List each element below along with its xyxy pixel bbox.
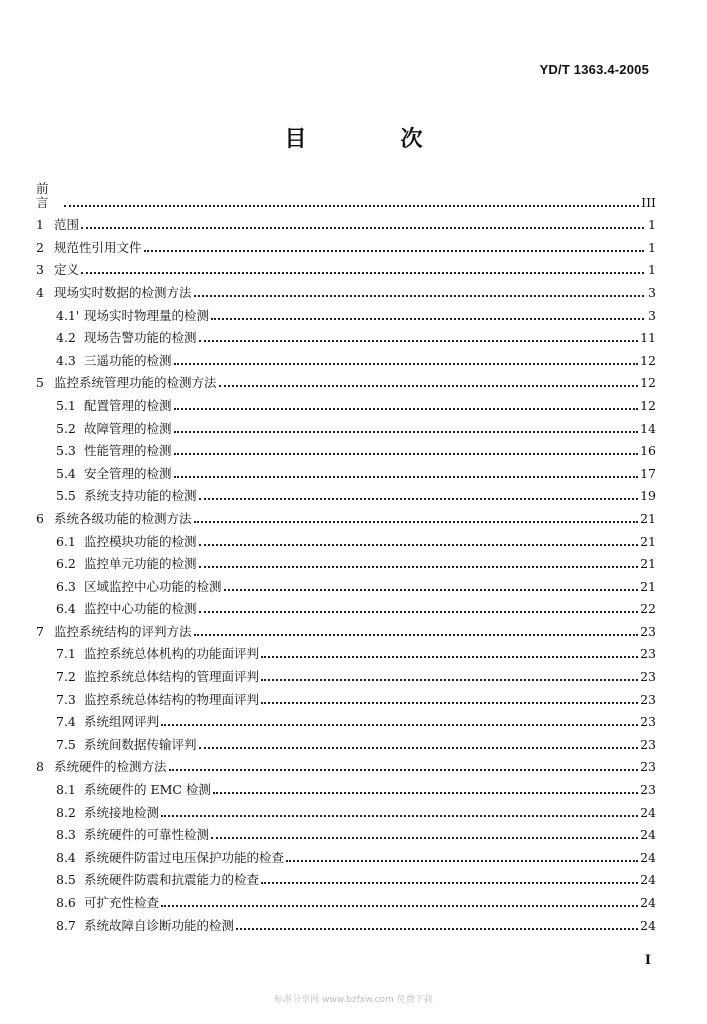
toc-entry[interactable] (36, 661, 656, 684)
toc-entry-label: 系统硬件的 EMC 检测 (84, 782, 211, 798)
toc-entry-label: 故障管理的检测 (84, 420, 172, 436)
dot-leader (199, 597, 639, 613)
toc-entry-number: 5.5 (56, 488, 76, 504)
toc-entry-number: 8.6 (56, 895, 76, 910)
toc-entry[interactable] (36, 277, 656, 300)
toc-entry-page: 12 (640, 352, 656, 368)
dot-leader (81, 213, 644, 229)
toc-entry-number: 5.3 (56, 443, 76, 459)
toc-entry[interactable] (36, 345, 656, 368)
standard-number: YD/T 1363.4-2005 (539, 62, 649, 77)
toc-entry[interactable] (36, 571, 656, 594)
toc-entry-number: 7 (36, 623, 44, 639)
toc-entry-page: 24 (640, 827, 656, 843)
toc-entry[interactable] (36, 413, 656, 436)
watermark: 标准分享网 www.bzfxw.com 免费下载 (274, 995, 433, 1005)
toc-entry[interactable] (36, 684, 656, 707)
dot-leader (236, 914, 638, 930)
dot-leader (174, 349, 639, 365)
toc-entry-number: 7.2 (56, 669, 76, 685)
toc-entry-page: 21 (640, 556, 656, 572)
dot-leader (211, 304, 644, 320)
dot-leader (194, 281, 644, 297)
dot-leader (199, 733, 639, 749)
toc-entry-label: 系统间数据传输评判 (84, 736, 197, 752)
toc-entry-number: 1 (36, 217, 44, 233)
toc-entry-page: 12 (640, 375, 656, 391)
toc-entry-label: 系统接地检测 (84, 804, 160, 820)
page-title: 目 次 (284, 126, 459, 152)
toc-entry[interactable] (36, 180, 656, 210)
dot-leader (224, 575, 639, 591)
dot-leader (81, 258, 644, 274)
toc-entry-number: 6 (36, 510, 44, 526)
table-of-contents (36, 180, 656, 933)
toc-entry[interactable] (36, 707, 656, 730)
toc-entry[interactable] (36, 842, 656, 865)
toc-entry-label: 系统硬件防雷过电压保护功能的检查 (84, 849, 285, 865)
toc-entry-label: 监控系统管理功能的检测方法 (54, 375, 217, 391)
toc-entry-label: 监控单元功能的检测 (84, 556, 197, 572)
toc-entry-label: 定义 (54, 262, 80, 278)
dot-leader (261, 688, 638, 704)
toc-entry-number: 8.4 (56, 849, 76, 865)
dot-leader (261, 665, 638, 681)
toc-entry-label: 监控系统总体结构的管理面评判 (84, 669, 260, 685)
page-number: I (644, 953, 651, 968)
toc-entry-number: 5.2 (56, 420, 76, 436)
toc-entry[interactable] (36, 526, 656, 549)
toc-entry-page: 24 (640, 804, 656, 820)
toc-entry-label: 系统故障自诊断功能的检测 (84, 917, 235, 933)
toc-entry-label: 现场告警功能的检测 (84, 330, 197, 346)
toc-entry[interactable] (36, 300, 656, 323)
toc-entry-number: 5.4 (56, 465, 76, 481)
toc-entry-label: 区域监控中心功能的检测 (84, 578, 222, 594)
toc-entry-page: 22 (640, 601, 656, 617)
toc-entry-label: 规范性引用文件 (54, 239, 142, 255)
dot-leader (261, 868, 638, 884)
toc-entry-page: 23 (640, 646, 656, 662)
toc-entry-page: 3 (648, 307, 656, 323)
toc-entry[interactable] (36, 503, 656, 526)
toc-entry[interactable] (36, 481, 656, 504)
toc-entry-page: 21 (640, 533, 656, 549)
toc-entry-label: 安全管理的检测 (84, 465, 172, 481)
toc-entry-number: 4.3 (56, 352, 76, 368)
toc-entry-page: 14 (640, 420, 656, 436)
toc-entry-label: 性能管理的检测 (84, 443, 172, 459)
dot-leader (169, 755, 639, 771)
toc-entry-page: 1 (648, 262, 656, 278)
toc-entry[interactable] (36, 774, 656, 797)
dot-leader (161, 891, 638, 907)
toc-entry-number: 6.2 (56, 556, 76, 572)
toc-entry-page: 17 (640, 465, 656, 481)
toc-entry[interactable] (36, 616, 656, 639)
toc-entry-label: 配置管理的检测 (84, 397, 172, 413)
toc-entry-number: 8.3 (56, 827, 76, 843)
dot-leader (261, 642, 638, 658)
dot-leader (199, 530, 639, 546)
toc-entry[interactable] (36, 639, 656, 662)
toc-entry-page: 21 (640, 510, 656, 526)
toc-entry-label: 可扩充性检查 (84, 895, 160, 910)
toc-entry-page: 16 (640, 443, 656, 459)
dot-leader (194, 507, 639, 523)
toc-entry[interactable] (36, 436, 656, 459)
dot-leader (219, 371, 639, 387)
toc-entry-page: 24 (640, 917, 656, 933)
toc-entry-number: 6.3 (56, 578, 76, 594)
dot-leader (213, 778, 638, 794)
toc-entry-number: 8.7 (56, 917, 76, 933)
toc-entry-label: 范围 (54, 217, 80, 233)
toc-entry-label: 监控中心功能的检测 (84, 601, 197, 617)
toc-entry-label: 系统硬件的可靠性检测 (84, 827, 210, 843)
toc-entry-page: 21 (640, 578, 656, 594)
toc-entry-page: 24 (640, 849, 656, 865)
toc-entry[interactable] (36, 549, 656, 572)
toc-entry-label: 系统组网评判 (84, 714, 160, 730)
dot-leader (194, 620, 639, 636)
toc-entry-number: 5.1 (56, 397, 76, 413)
toc-entry[interactable] (36, 820, 656, 843)
toc-entry[interactable] (36, 865, 656, 888)
toc-entry[interactable] (36, 910, 656, 933)
dot-leader (161, 710, 638, 726)
toc-entry-label: 现场实时物理量的检测 (84, 307, 210, 323)
toc-entry-number: 6.1 (56, 533, 76, 549)
toc-entry[interactable] (36, 210, 656, 233)
toc-entry-label: 现场实时数据的检测方法 (54, 284, 192, 300)
toc-entry-number: 5 (36, 375, 44, 391)
toc-entry-label: 系统硬件的检测方法 (54, 759, 167, 775)
toc-entry-number: 7.4 (56, 714, 76, 730)
toc-entry[interactable] (36, 390, 656, 413)
toc-entry-page: 12 (640, 397, 656, 413)
dot-leader (211, 823, 638, 839)
toc-entry-page: 23 (640, 691, 656, 707)
toc-entry[interactable] (36, 752, 656, 775)
toc-entry-page: 23 (640, 669, 656, 685)
toc-entry-number: 8.2 (56, 804, 76, 820)
toc-entry-page: 24 (640, 895, 656, 910)
dot-leader (174, 394, 639, 410)
toc-entry[interactable] (36, 458, 656, 481)
toc-entry-number: 前言 (36, 180, 63, 210)
dot-leader (199, 326, 639, 342)
toc-entry-number: 4.1' (56, 307, 80, 323)
toc-entry-page: 19 (640, 488, 656, 504)
dot-leader (199, 552, 639, 568)
toc-entry-label: 监控模块功能的检测 (84, 533, 197, 549)
toc-entry-number: 6.4 (56, 601, 76, 617)
toc-entry[interactable] (36, 323, 656, 346)
toc-entry-page: 23 (640, 759, 656, 775)
dot-leader (286, 846, 638, 862)
toc-entry-page: 24 (640, 872, 656, 888)
toc-entry[interactable] (36, 887, 656, 910)
toc-entry-number: 4 (36, 284, 44, 300)
toc-entry[interactable] (36, 594, 656, 617)
toc-entry[interactable] (36, 232, 656, 255)
toc-entry-number: 3 (36, 262, 44, 278)
toc-entry-page: 23 (640, 782, 656, 798)
toc-entry-number: 8.1 (56, 782, 76, 798)
toc-entry-label: 系统支持功能的检测 (84, 488, 197, 504)
toc-entry-page: 23 (640, 623, 656, 639)
toc-entry[interactable] (36, 368, 656, 391)
toc-entry-label: 监控系统总体结构的物理面评判 (84, 691, 260, 707)
toc-entry-number: 7.5 (56, 736, 76, 752)
dot-leader (174, 462, 639, 478)
toc-entry-label: 三遥功能的检测 (84, 352, 172, 368)
dot-leader (161, 801, 638, 817)
toc-entry-number: 8 (36, 759, 44, 775)
toc-entry-number: 4.2 (56, 330, 76, 346)
dot-leader (174, 417, 639, 433)
dot-leader (174, 439, 639, 455)
toc-entry-label: 监控系统结构的评判方法 (54, 623, 192, 639)
toc-entry-page: III (641, 194, 656, 210)
toc-entry-page: 1 (648, 239, 656, 255)
toc-entry[interactable] (36, 255, 656, 278)
toc-entry[interactable] (36, 797, 656, 820)
toc-entry-label: 监控系统总体机构的功能面评判 (84, 646, 260, 662)
toc-entry-page: 3 (648, 284, 656, 300)
toc-entry[interactable] (36, 729, 656, 752)
toc-entry-page: 23 (640, 736, 656, 752)
toc-entry-page: 11 (640, 330, 656, 346)
dot-leader (144, 236, 644, 252)
toc-entry-page: 23 (640, 714, 656, 730)
toc-entry-number: 7.1 (56, 646, 76, 662)
dot-leader (64, 191, 639, 207)
toc-entry-number: 8.5 (56, 872, 76, 888)
toc-entry-label: 系统硬件防震和抗震能力的检查 (84, 872, 260, 888)
toc-entry-number: 7.3 (56, 691, 76, 707)
toc-entry-label: 系统各级功能的检测方法 (54, 510, 192, 526)
toc-entry-page: 1 (648, 217, 656, 233)
dot-leader (199, 484, 639, 500)
toc-entry-number: 2 (36, 239, 44, 255)
